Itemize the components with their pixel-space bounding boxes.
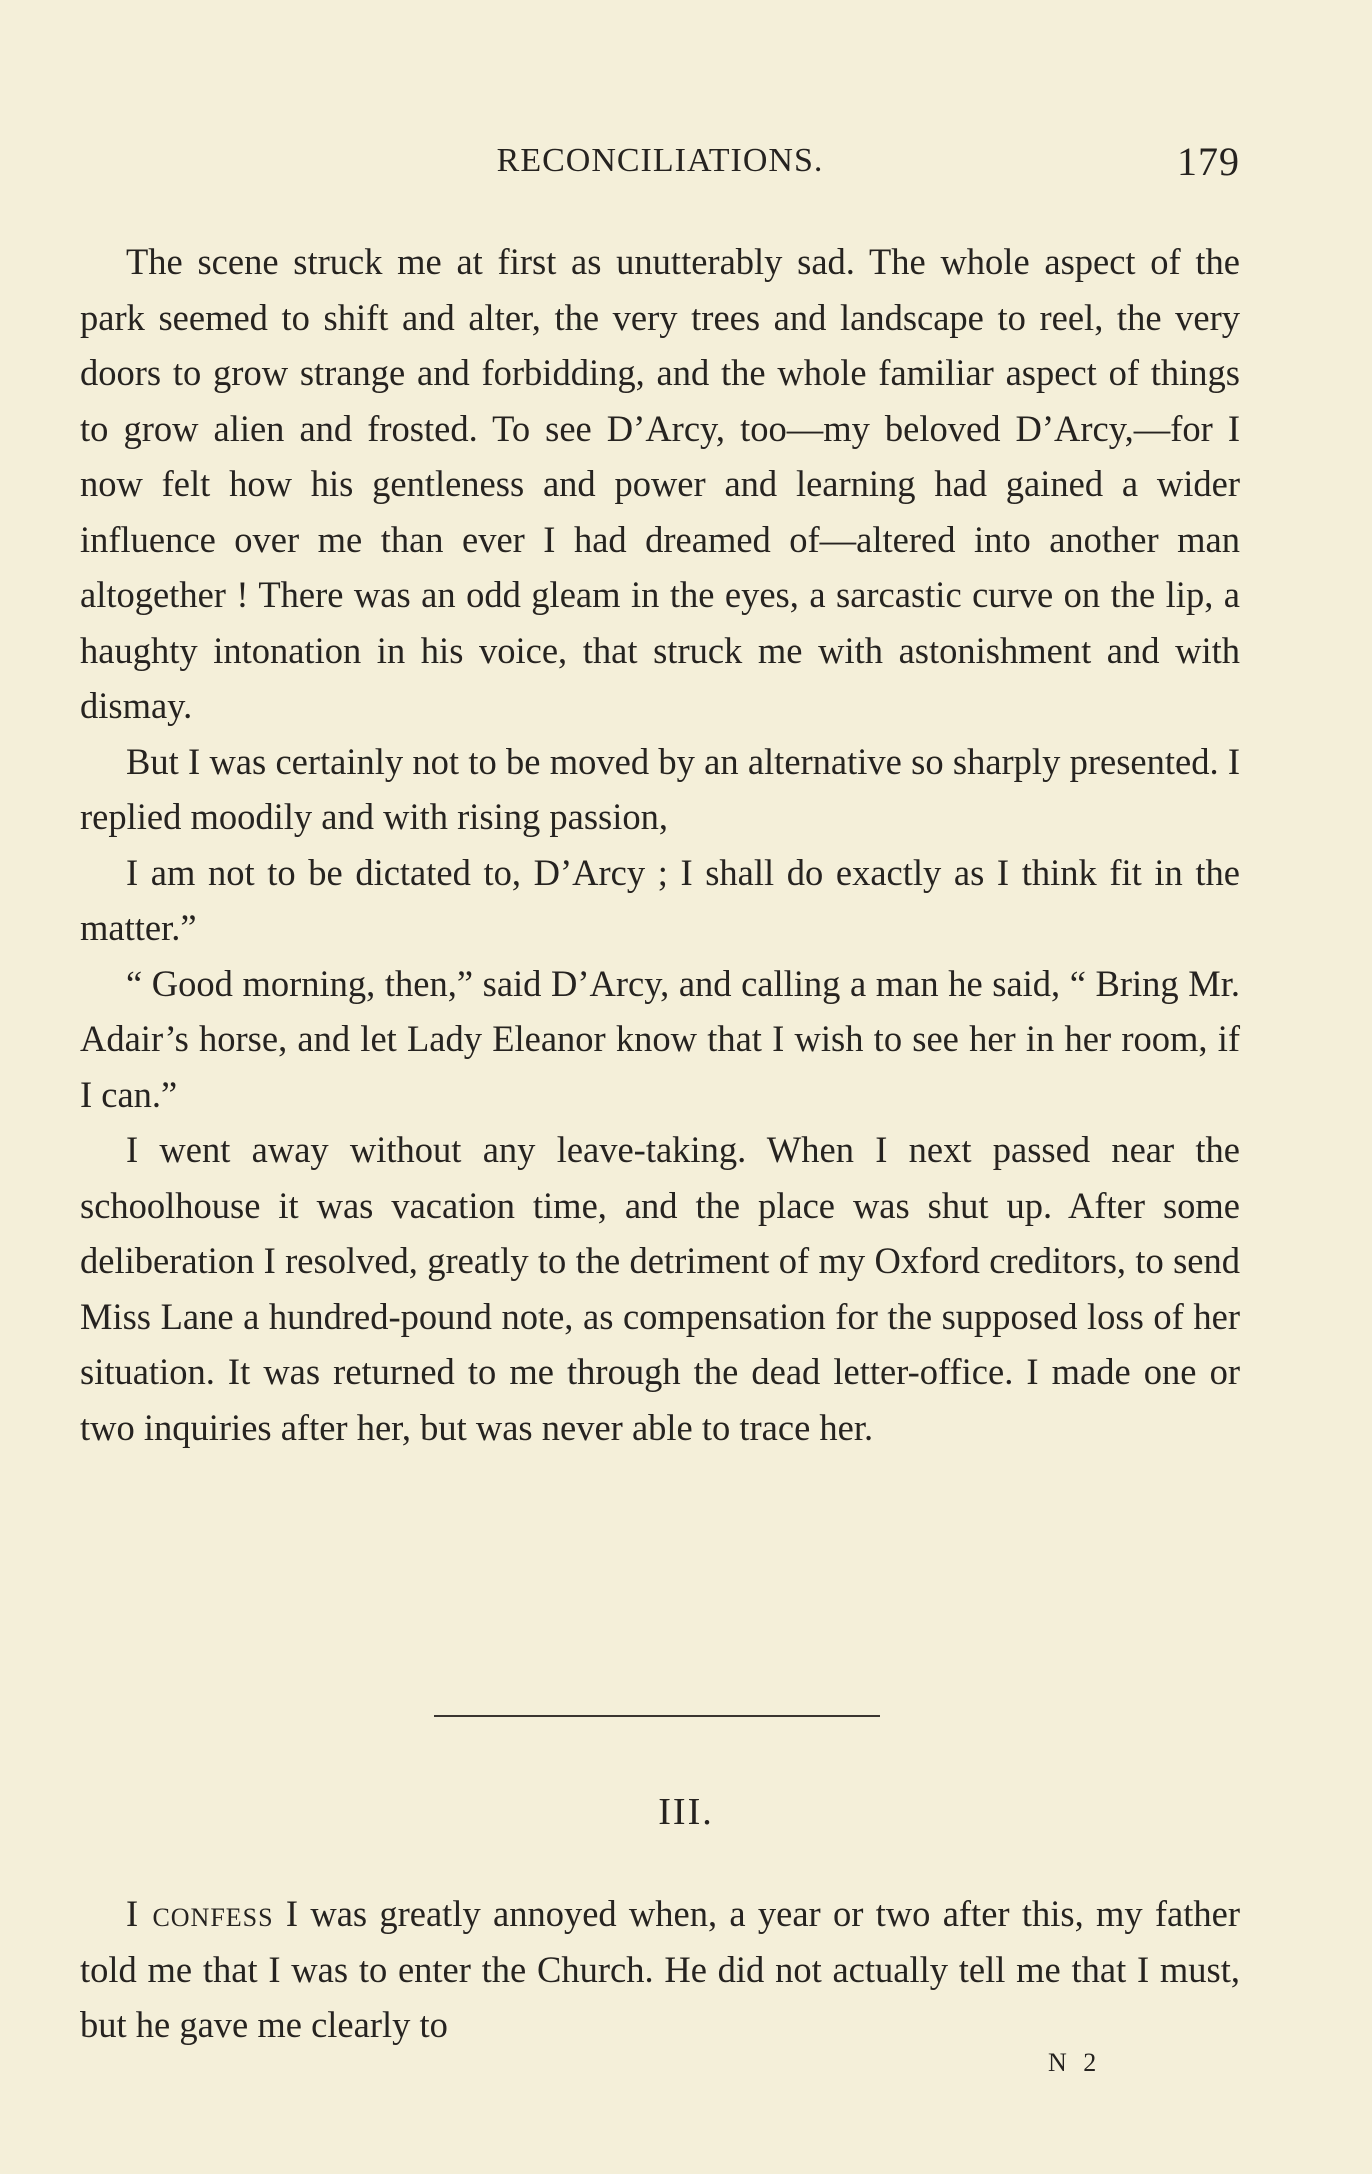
section-paragraph (80, 1886, 1240, 2053)
section-lead-in: I confess (126, 1893, 274, 1934)
running-head (80, 139, 1240, 192)
section-paragraph-text: I was greatly annoyed when, a year or two after this, my father told me that I was to enter the Church. He did not actually tell me that I must, but he gave me clearly to (80, 1893, 1241, 2045)
paragraph: The scene struck me at first as unutterably sad. The whole aspect of the park seemed to shift and alter, the very trees and landscape to reel, the very doors to grow strange and forbidding, and the whole familiar aspect of things to grow alien and frosted. To see D’Arcy, too—my beloved D’Arcy,—for I now felt how his gentleness and power and learning had gained a wider influence over me than ever I had dreamed of—altered into another man altogether ! There was an odd gleam in the eyes, a sarcastic curve on the lip, a haughty intonation in his voice, that struck me with astonishment and with dismay. (80, 241, 1240, 726)
paragraph: “ Good morning, then,” said D’Arcy, and calling a man he said, “ Bring Mr. Adair’s horse, and let Lady Eleanor know that I wish to see her in her room, if I can.” (80, 962, 1240, 1115)
section-text (80, 1886, 1240, 2053)
paragraph: But I was certainly not to be moved by an alternative so sharply presented. I replied moodily and with rising passion, (80, 740, 1240, 837)
page-number: 179 (1177, 139, 1240, 184)
paragraph: I went away without any leave-taking. When I next passed near the schoolhouse it was vacation time, and the place was shut up. After some deliberation I resolved, greatly to the detriment of my Oxford creditors, to send Miss Lane a hundred-pound note, as compensation for the supposed loss of her situation. It was returned to me through the dead letter-office. I made one or two inquiries after her, but was never able to trace her. (80, 1129, 1240, 1448)
signature-mark: N 2 (1048, 2048, 1102, 2077)
running-title: RECONCILIATIONS. (496, 142, 824, 179)
paragraph: I am not to be dictated to, D’Arcy ; I shall do exactly as I think fit in the matter.” (80, 851, 1240, 948)
body-text (80, 234, 1240, 1455)
section-number: III. (658, 1791, 714, 1833)
section-divider (434, 1715, 880, 1717)
